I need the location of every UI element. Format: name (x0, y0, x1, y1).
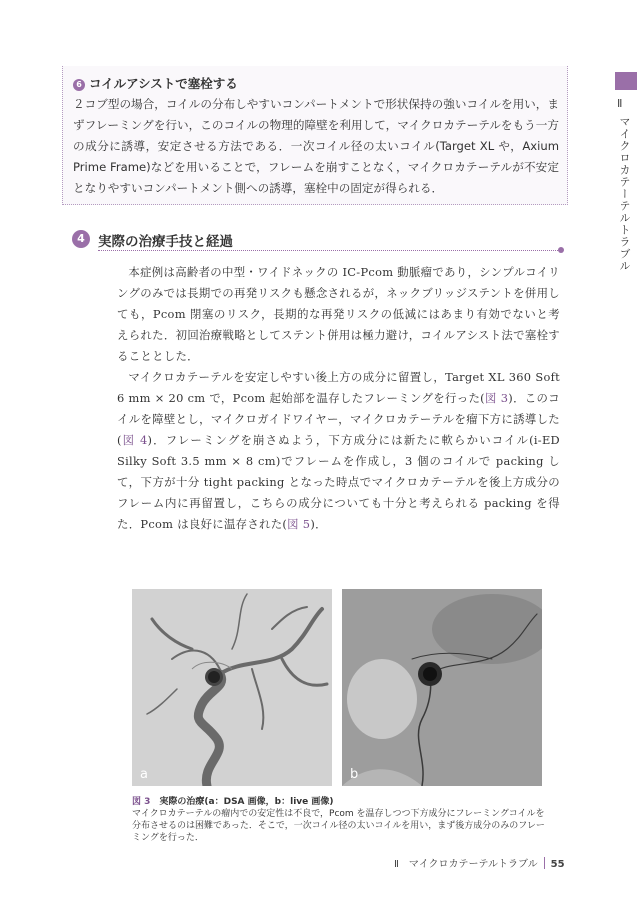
footer-roman: Ⅱ (394, 859, 399, 870)
tip-title-text: コイルアシストで塞栓する (89, 76, 238, 91)
dsa-angiogram-graphic (132, 589, 332, 786)
page-footer (394, 855, 565, 870)
figure-label-a: a (140, 767, 148, 782)
footer-chapter: マイクロカテーテルトラブル (408, 859, 538, 870)
chapter-side-title: マイクロカテーテルトラブル (618, 116, 631, 272)
chapter-roman-numeral: Ⅱ (617, 97, 623, 110)
figure-ref-5[interactable]: 図 5 (287, 517, 311, 531)
section-underline-dot (558, 247, 564, 253)
caption-text: マイクロカテーテルの瘤内での安定性は不良で，Pcom を温存しつつ下方成分にフレーミングコイルを分布させるのは困難であった．そこで，一次コイル径の太いコイルを用い，まず後方成分のみのフレーミングを行った． (132, 809, 545, 843)
section-heading (72, 230, 560, 252)
tip-body: ２コブ型の場合，コイルの分布しやすいコンパートメントで形状保持の強いコイルを用い，まずフレーミングを行い，このコイルの物理的障壁を利用して，マイクロカテーテルをもう一方の成分に誘導，安定させる方法である．一次コイル径の太いコイル(Target XL や，Axium Prime Frame)などを用いることで，フレームを崩すことなく，マイクロカテーテルが不安定となりやすいコンパートメント側への誘導，塞栓中の固定が得られる． (73, 97, 559, 195)
fluoroscopy-graphic (342, 589, 542, 786)
section-underline (98, 250, 560, 251)
figure-label-b: b (350, 767, 359, 782)
tip-box (62, 66, 568, 205)
body-paragraph-2: マイクロカテーテルを安定しやすい後上方の成分に留置し，Target XL 360 Soft 6 mm × 20 cm で，Pcom 起始部を温存したフレーミングを行った(図 3)．このコイルを障壁とし，マイクロガイドワイヤー，マイクロカテーテルを瘤下方に誘導した(図 4)．フレーミングを崩さぬよう，下方成分には新たに軟らかいコイル(i-ED Silky Soft 3.5 mm × 8 cm)でフレームを作成し，3 個のコイルで packing して，下方が十分 tight packing となった時点でマイクロカテーテルを後上方成分のフレーム内に再留置し，こちらの成分についても十分と考えられる packing を得た．Pcom は良好に温存された(図 5)． (117, 370, 560, 531)
chapter-tab-marker (615, 72, 637, 90)
section-title: 実際の治療手技と経過 (98, 234, 233, 250)
body-paragraph-1: 本症例は高齢者の中型・ワイドネックの IC-Pcom 動脈瘤であり，シンプルコイリングのみでは長期での再発リスクも懸念されるが，ネックブリッジステントを併用しても，Pcom 閉塞のリスク，長期的な再発リスクの低減にはあまり有効でないと考えられた．初回治療戦略としてステント併用は極力避け，コイルアシスト法で塞栓することとした． (117, 265, 560, 363)
tip-title (73, 74, 238, 92)
section-number-badge: 4 (72, 230, 90, 248)
caption-title: 図 3 実際の治療(a：DSA 画像，b：live 画像) (132, 797, 334, 807)
tip-number-badge: 6 (73, 79, 85, 91)
figure-ref-3[interactable]: 図 3 (484, 391, 509, 405)
figure-caption (132, 796, 552, 844)
figure-3a-dsa-image (132, 589, 332, 786)
footer-separator (544, 857, 545, 869)
figure-3b-live-image (342, 589, 542, 786)
body-text (117, 262, 560, 535)
caption-figure-number: 図 3 (132, 797, 151, 807)
figure-ref-4[interactable]: 図 4 (121, 433, 148, 447)
page-number: 55 (550, 859, 565, 870)
